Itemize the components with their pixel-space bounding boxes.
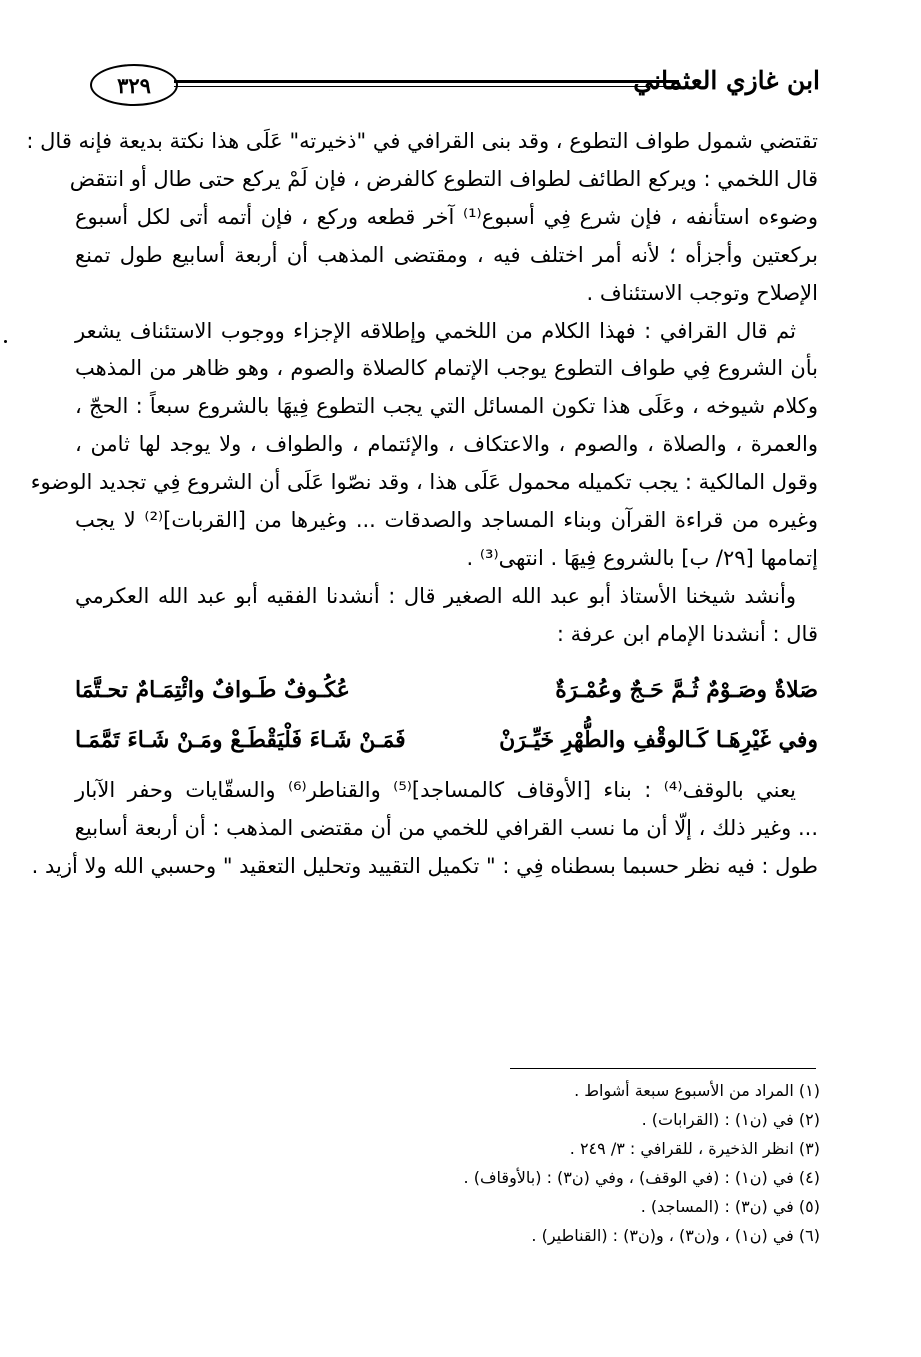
poem-verse bbox=[75, 716, 818, 766]
scan-speck bbox=[4, 340, 7, 343]
header-rule bbox=[174, 80, 679, 87]
text-line: إتمامها [٢٩/ ب] بالشروع فِيهَا . انتهى⁽³⁾ . bbox=[466, 545, 818, 570]
text-line: تقتضي شمول طواف التطوع ، وقد بنى القرافي في "ذخيرته" عَلَى هذا نكتة بديعة فإنه قال : bbox=[26, 129, 818, 153]
poem-hemistich-second: عُكُـوفٌ طَـوافٌ وائْتِمَـامٌ تحـتَّمَا bbox=[75, 676, 350, 703]
text-line: ثم قال القرافي : فهذا الكلام من اللخمي وإطلاقه الإجزاء ووجوب الاستئناف يشعر bbox=[75, 318, 796, 343]
text-line: والعمرة ، والصلاة ، والصوم ، والاعتكاف ، والإئتمام ، والطواف ، ولا يوجد لها ثامن ، bbox=[75, 432, 818, 457]
text-line: وضوءه استأنفه ، فإن شرع فِي أسبوع⁽¹⁾ آخر قطعه وركع ، فإن أتمه أتى لكل أسبوع bbox=[75, 204, 818, 229]
page-number: ٣٢٩ bbox=[90, 64, 178, 106]
paragraph bbox=[30, 313, 818, 578]
footnote: (٥) في (ن٣) : (المساجد) . bbox=[640, 1197, 820, 1216]
text-line: طول : فيه نظر حسبما بسطناه فِي : " تكميل التقييد وتحليل التعقيد " وحسبي الله ولا أزيد . bbox=[31, 853, 818, 878]
text-line: وأنشد شيخنا الأستاذ أبو عبد الله الصغير قال : أنشدنا الفقيه أبو عبد الله العكرمي bbox=[75, 583, 796, 608]
page-header bbox=[80, 58, 820, 108]
footnote: (٢) في (ن١) : (القرابات) . bbox=[641, 1110, 820, 1129]
text-line: وكلام شيوخه ، وعَلَى هذا تكون المسائل التي يجب التطوع فِيهَا بالشروع سبعاً : الحجّ ، bbox=[75, 394, 818, 419]
footnote: (٤) في (ن١) : (في الوقف) ، وفي (ن٣) : (بالأوقاف) . bbox=[463, 1168, 820, 1187]
footnote-separator bbox=[510, 1068, 816, 1069]
footnote: (٣) انظر الذخيرة ، للقرافي : ٣/ ٢٤٩ . bbox=[569, 1139, 820, 1158]
main-text bbox=[26, 123, 818, 885]
text-line: ... وغير ذلك ، إلّا أن ما نسب القرافي للخمي من أن مقتضى المذهب : أن أربعة أسابيع bbox=[74, 815, 818, 840]
text-line: قال اللخمي : ويركع الطائف لطواف التطوع كالفرض ، فإن لَمْ يركع حتى طال أو انتقض bbox=[69, 166, 818, 191]
footnote: (١) المراد من الأسبوع سبعة أشواط . bbox=[574, 1081, 820, 1100]
text-line: الإصلاح وتوجب الاستئناف . bbox=[586, 280, 818, 305]
footnote: (٦) في (ن١) ، و(ن٣) ، و(ن٣) : (القناطير) . bbox=[531, 1226, 820, 1245]
paragraph bbox=[26, 123, 818, 313]
poem bbox=[75, 666, 818, 766]
poem-hemistich-second: فَمَـنْ شَـاءَ فَلْيَقْطَـعْ ومَـنْ شَـاءَ تَمَّمَـا bbox=[75, 726, 406, 753]
paragraph bbox=[75, 578, 818, 654]
running-title: ابن غازي العثماني bbox=[633, 66, 820, 95]
footnotes bbox=[120, 1076, 820, 1250]
text-line: وقول المالكية : يجب تكميله محمول عَلَى هذا ، وقد نصّوا عَلَى أن الشروع فِي تجديد الوضوء bbox=[30, 470, 818, 495]
text-line: بأن الشروع فِي طواف التطوع يوجب الإتمام كالصلاة والصوم ، وهو ظاهر من المذهب bbox=[75, 356, 818, 381]
paragraph bbox=[31, 772, 818, 886]
text-line: وغيره من قراءة القرآن وبناء المساجد والصدقات ... وغيرها من [القربات]⁽²⁾ لا يجب bbox=[75, 508, 818, 533]
text-line: يعني بالوقف⁽⁴⁾ : بناء [الأوقاف كالمساجد]⁽⁵⁾ والقناطر⁽⁶⁾ والسقّايات وحفر الآبار bbox=[75, 777, 796, 802]
text-line: بركعتين وأجزأه ؛ لأنه أمر اختلف فيه ، ومقتضى المذهب أن أربعة أسابيع طول تمنع bbox=[75, 242, 818, 267]
poem-hemistich-first: صَلاةٌ وصَـوْمٌ ثُـمَّ حَـجٌ وعُمْـرَةٌ bbox=[555, 676, 818, 703]
poem-hemistich-first: وفي غَيْرِهَـا كَـالوقْفِ والطُّهْرِ خَيِّـرَنْ bbox=[499, 726, 818, 753]
text-line: قال : أنشدنا الإمام ابن عرفة : bbox=[556, 621, 818, 646]
poem-verse bbox=[75, 666, 818, 716]
